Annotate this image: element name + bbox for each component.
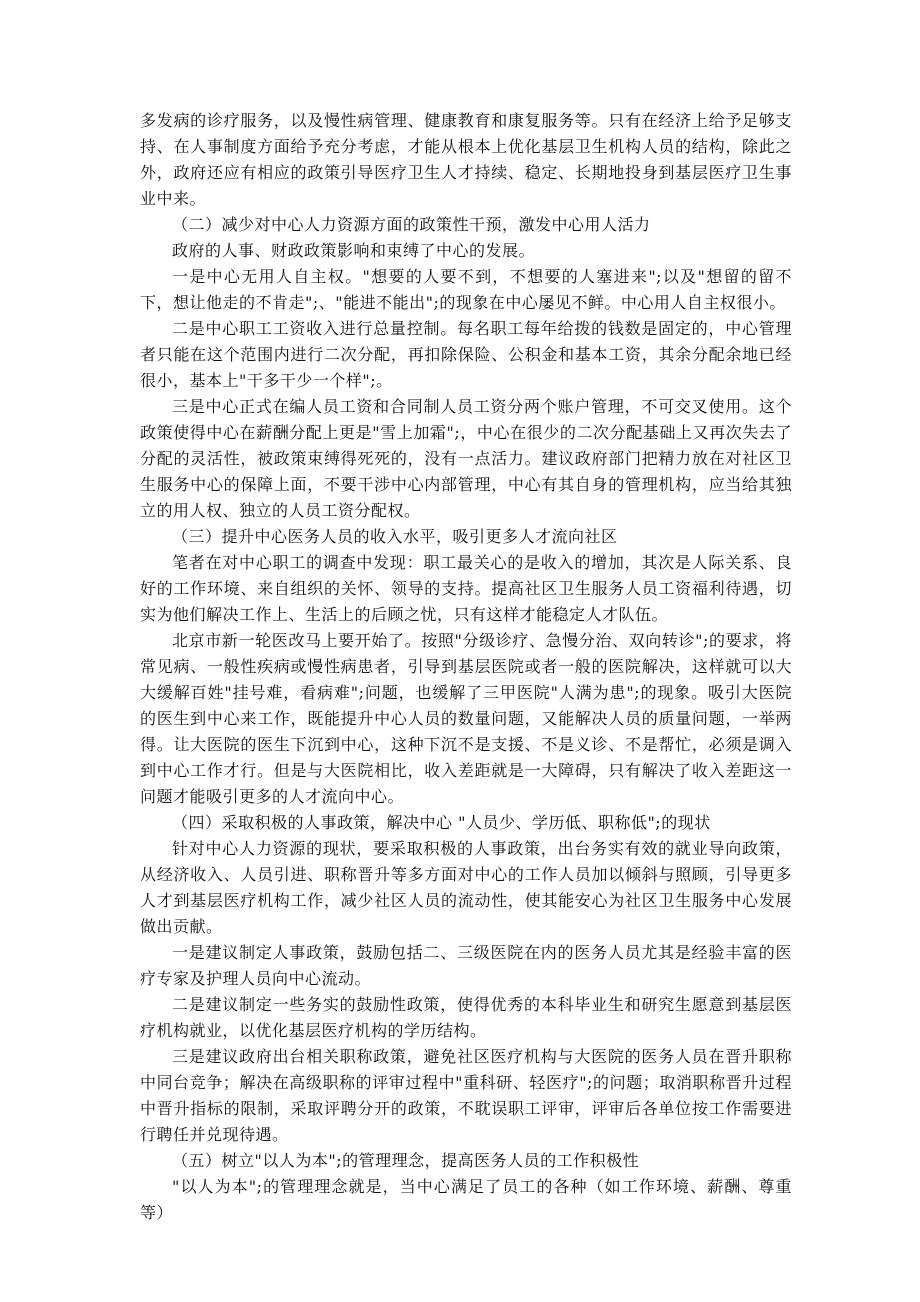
paragraph: 北京市新一轮医改马上要开始了。按照"分级诊疗、急慢分治、双向转诊";的要求，将常见病、一般性疾病或慢性病患者，引导到基层医院或者一般的医院解决，这样就可以大大缓解百姓"挂号难，看病难";问题，也缓解了三甲医院"人满为患";的现象。吸引大医院的医生到中心来工作，既能提升中心人员的数量问题，又能解决人员的质量问题，一举两得。让大医院的医生下沉到中心，这种下沉不是支援、不是义诊、不是帮忙，必须是调入到中心工作才行。但是与大医院相比，收入差距就是一大障碍，只有解决了收入差距这一问题才能吸引更多的人才流向中心。	[140, 631, 792, 806]
document-body	[140, 108, 792, 1226]
section-heading-4: （四）采取积极的人事政策，解决中心 "人员少、学历低、职称低";的现状	[172, 813, 711, 832]
section-heading-3: （三）提升中心医务人员的收入水平，吸引更多人才流向社区	[172, 527, 618, 546]
paragraph: 政府的人事、财政政策影响和束缚了中心的发展。	[172, 241, 536, 260]
paragraph: 二是建议制定一些务实的鼓励性政策，使得优秀的本科毕业生和研究生愿意到基层医疗机构就业，以优化基层医疗机构的学历结构。	[140, 995, 792, 1040]
section-heading-2: （二）减少对中心人力资源方面的政策性干预，激发中心用人活力	[172, 215, 651, 234]
paragraph: 笔者在对中心职工的调查中发现：职工最关心的是收入的增加，其次是人际关系、良好的工作环境、来自组织的关怀、领导的支持。提高社区卫生服务人员工资福利待遇，切实为他们解决工作上、生活上的后顾之忧，只有这样才能稳定人才队伍。	[140, 553, 792, 624]
paragraph-continuation: 多发病的诊疗服务，以及慢性病管理、健康教育和康复服务等。只有在经济上给予足够支持、在人事制度方面给予充分考虑，才能从根本上优化基层卫生机构人员的结构，除此之外，政府还应有相应的政策引导医疗卫生人才持续、稳定、长期地投身到基层医疗卫生事业中来。	[140, 111, 792, 208]
paragraph: 二是中心职工工资收入进行总量控制。每名职工每年给拨的钱数是固定的，中心管理者只能在这个范围内进行二次分配，再扣除保险、公积金和基本工资，其余分配余地已经很小，基本上"干多干少一个样";。	[140, 319, 792, 390]
paragraph: 三是建议政府出台相关职称政策，避免社区医疗机构与大医院的医务人员在晋升职称中同台竞争；解决在高级职称的评审过程中"重科研、轻医疗";的问题；取消职称晋升过程中晋升指标的限制，采取评聘分开的政策，不耽误职工评审，评审后各单位按工作需要进行聘任并兑现待遇。	[140, 1047, 792, 1144]
paragraph: 针对中心人力资源的现状，要采取积极的人事政策，出台务实有效的就业导向政策，从经济收入、人员引进、职称晋升等多方面对中心的工作人员加以倾斜与照顾，引导更多人才到基层医疗机构工作，减少社区人员的流动性，使其能安心为社区卫生服务中心发展做出贡献。	[140, 839, 792, 936]
paragraph: 三是中心正式在编人员工资和合同制人员工资分两个账户管理，不可交叉使用。这个政策使得中心在薪酬分配上更是"雪上加霜";，中心在很少的二次分配基础上又再次失去了分配的灵活性，被政策束缚得死死的，没有一点活力。建议政府部门把精力放在对社区卫生服务中心的保障上面，不要干涉中心内部管理，中心有其自身的管理机构，应当给其独立的用人权、独立的人员工资分配权。	[140, 397, 792, 520]
paragraph: 一是中心无用人自主权。"想要的人要不到，不想要的人塞进来";以及"想留的留不下，想让他走的不肯走";、"能进不能出";的现象在中心屡见不鲜。中心用人自主权很小。	[140, 267, 792, 312]
section-heading-5: （五）树立"以人为本";的管理理念，提高医务人员的工作积极性	[172, 1151, 640, 1170]
paragraph: "以人为本";的管理理念就是，当中心满足了员工的各种（如工作环境、薪酬、尊重等）	[140, 1177, 792, 1222]
paragraph: 一是建议制定人事政策，鼓励包括二、三级医院在内的医务人员尤其是经验丰富的医疗专家及护理人员向中心流动。	[140, 943, 792, 988]
